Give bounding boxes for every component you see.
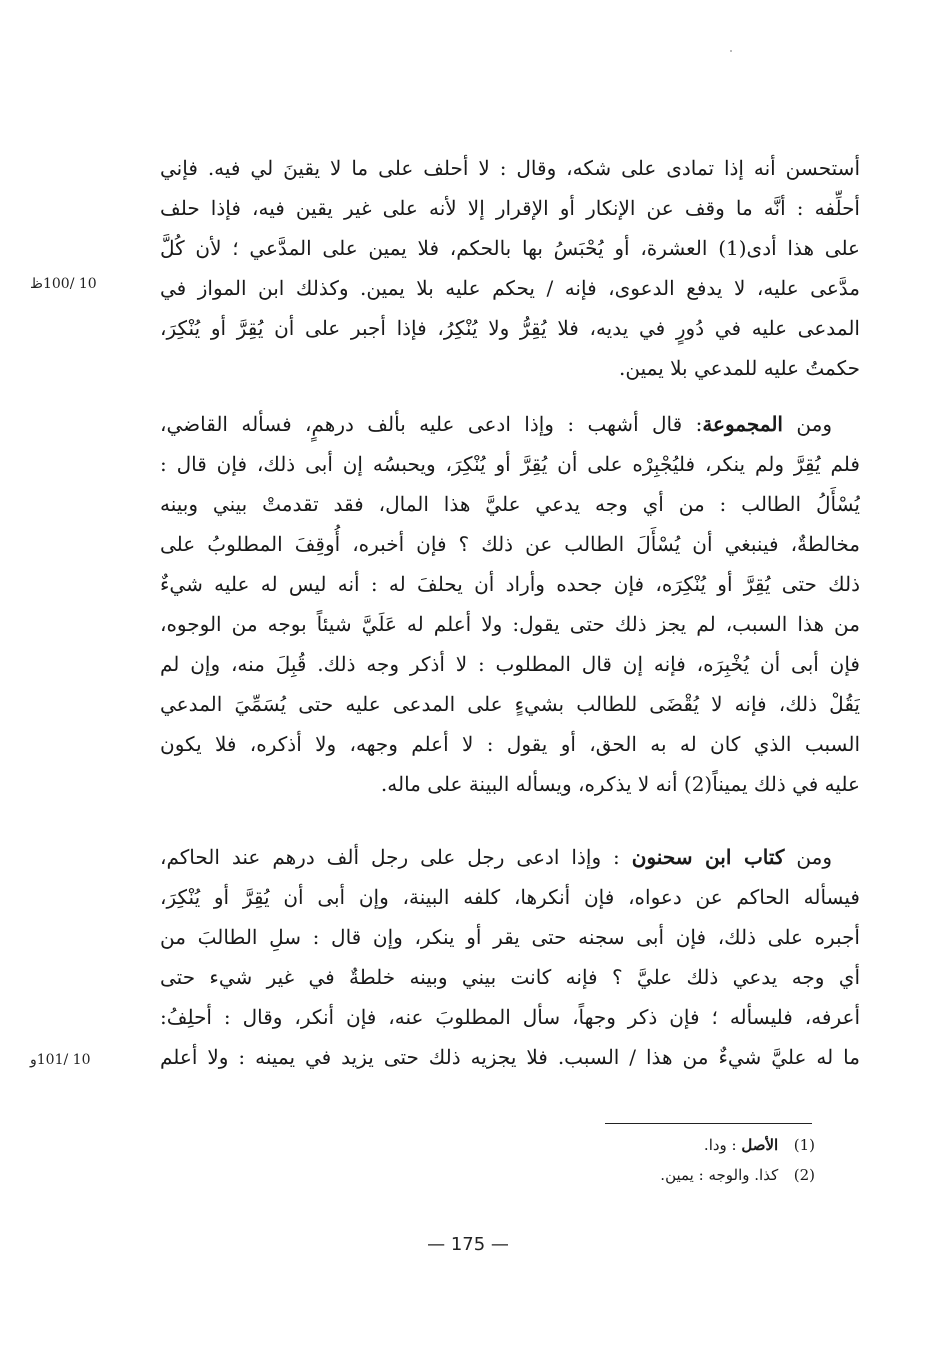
- paragraph-lead: ومن: [796, 845, 832, 869]
- text-line: يَقُلْ ذلك، فإنه لا يُقْضَى للطالب بشيءٍ على المدعى عليه حتى يُسَمِّيَ المدعي: [160, 692, 860, 716]
- footnote: [560, 1160, 815, 1190]
- footnote-label: الأصل: [741, 1136, 779, 1154]
- text-line: أجبره على ذلك، فإن أبى سجنه حتى يقر أو ينكر، وإن قال : سلِ الطالبَ من: [160, 925, 860, 949]
- text-line: فإن أبى أن يُخْبِرَه، فإنه إن قال المطلوب : لا أذكر وجه ذلك. قُبِلَ منه، وإن لم: [160, 652, 860, 676]
- text-line: [160, 837, 860, 877]
- text-line: مخالطةٌ، فينبغي أن يُسْأَلَ الطالب عن ذلك ؟ فإن أخبره، أُوقِفَ المطلوبُ على: [160, 532, 860, 556]
- text-span: : وإذا ادعى رجل على رجل ألف درهم عند الحاكم،: [160, 845, 620, 869]
- page-number: — 175 —: [427, 1234, 509, 1255]
- footnotes: [560, 1130, 815, 1190]
- text-line: من هذا السبب، لم يجز ذلك حتى يقول: ولا أعلم له عَلَيَّ شيئاً بوجه من الوجوه،: [160, 612, 860, 636]
- footnote-number: (1): [793, 1136, 815, 1154]
- text-line: السبب الذي كان له به الحق، أو يقول : لا أعلم وجهه، ولا أذكره، فلا يكون: [160, 732, 860, 756]
- text-line: ما له عليَّ شيءٌ من هذا / السبب. فلا يجزيه ذلك حتى يزيد في يمينه : ولا أعلم: [160, 1045, 860, 1069]
- text-line: أستحسن أنه إذا تمادى على شكه، وقال : لا أحلف على ما لا يقينَ لي فيه. فإني: [160, 156, 860, 180]
- paragraph-3: [160, 837, 860, 1077]
- text-line: حكمتُ عليه للمدعي بلا يمين.: [619, 356, 860, 380]
- paragraph-lead: ومن: [796, 412, 832, 436]
- margin-folio-note: 10 /101و: [30, 1052, 91, 1068]
- text-line: أحلِّفه : أنَّه ما وقف عن الإنكار أو الإقرار إلا لأنه على غير يقين فيه، فإذا حلف: [160, 196, 860, 220]
- scan-speck: [730, 50, 732, 52]
- footnote-text: كذا. والوجه : يمين.: [660, 1166, 779, 1184]
- text-line: ذلك حتى يُقِرَّ أو يُنْكِرَه، فإن جحده وأراد أن يحلفَ له : أنه ليس له عليه شيءٌ: [160, 572, 860, 596]
- text-line: أعرفه، فليسأله ؛ فإن ذكر وجهاً، سأل المطلوبَ عنه، فإن أنكر، وقال : أحلِفُ:: [160, 1005, 860, 1029]
- footnote-number: (2): [793, 1166, 815, 1184]
- footnote: [560, 1130, 815, 1160]
- text-span: : قال أشهب : وإذا ادعى عليه بألف درهمٍ، فسأله القاضي،: [160, 412, 703, 436]
- text-line: على هذا أدى(1) العشرة، أو يُحْبَسُ بها بالحكم، فلا يمين على المدَّعي ؛ لأن كُلَّ: [160, 236, 860, 260]
- text-line: يُسْأَلُ الطالب : من أي وجه يدعي عليَّ هذا المال، فقد تقدمتْ بيني وبينه: [160, 492, 860, 516]
- margin-folio-note: 10 /100ظ: [30, 276, 97, 292]
- source-title: كتاب ابن سحنون: [631, 845, 785, 869]
- text-line: [160, 404, 860, 444]
- text-line: المدعى عليه في دُورٍ في يديه، فلا يُقِرُّ ولا يُنْكِرُ، فإذا أجبر على أن يُقِرَّ أو يُنْكِرَ،: [160, 316, 860, 340]
- text-line: مدَّعى عليه، لا يدفع الدعوى، فإنه / يحكم عليه بلا يمين. وكذلك ابن المواز في: [160, 276, 860, 300]
- text-line: فلم يُقِرَّ ولم ينكر، فليُجْبِرْه على أن يُقِرَّ أو يُنْكِرَ، ويحبسُه إن أبى ذلك، فإن قال :: [160, 452, 860, 476]
- source-title: المجموعة: [702, 412, 783, 436]
- text-line: أي وجه يدعي ذلك عليَّ ؟ فإنه كانت بيني وبينه خلطةٌ في غير شيء حتى: [160, 965, 860, 989]
- paragraph-1: [160, 148, 860, 388]
- footnote-text: : ودا.: [703, 1136, 737, 1154]
- paragraph-2: [160, 404, 860, 804]
- text-line: فيسأله الحاكم عن دعواه، فإن أنكرها، كلفه البينة، وإن أبى أن يُقِرَّ أو يُنْكِرَ،: [160, 885, 860, 909]
- text-line: عليه في ذلك يميناً(2) أنه لا يذكره، ويسأله البينة على ماله.: [380, 772, 860, 796]
- footnote-separator: [605, 1123, 812, 1124]
